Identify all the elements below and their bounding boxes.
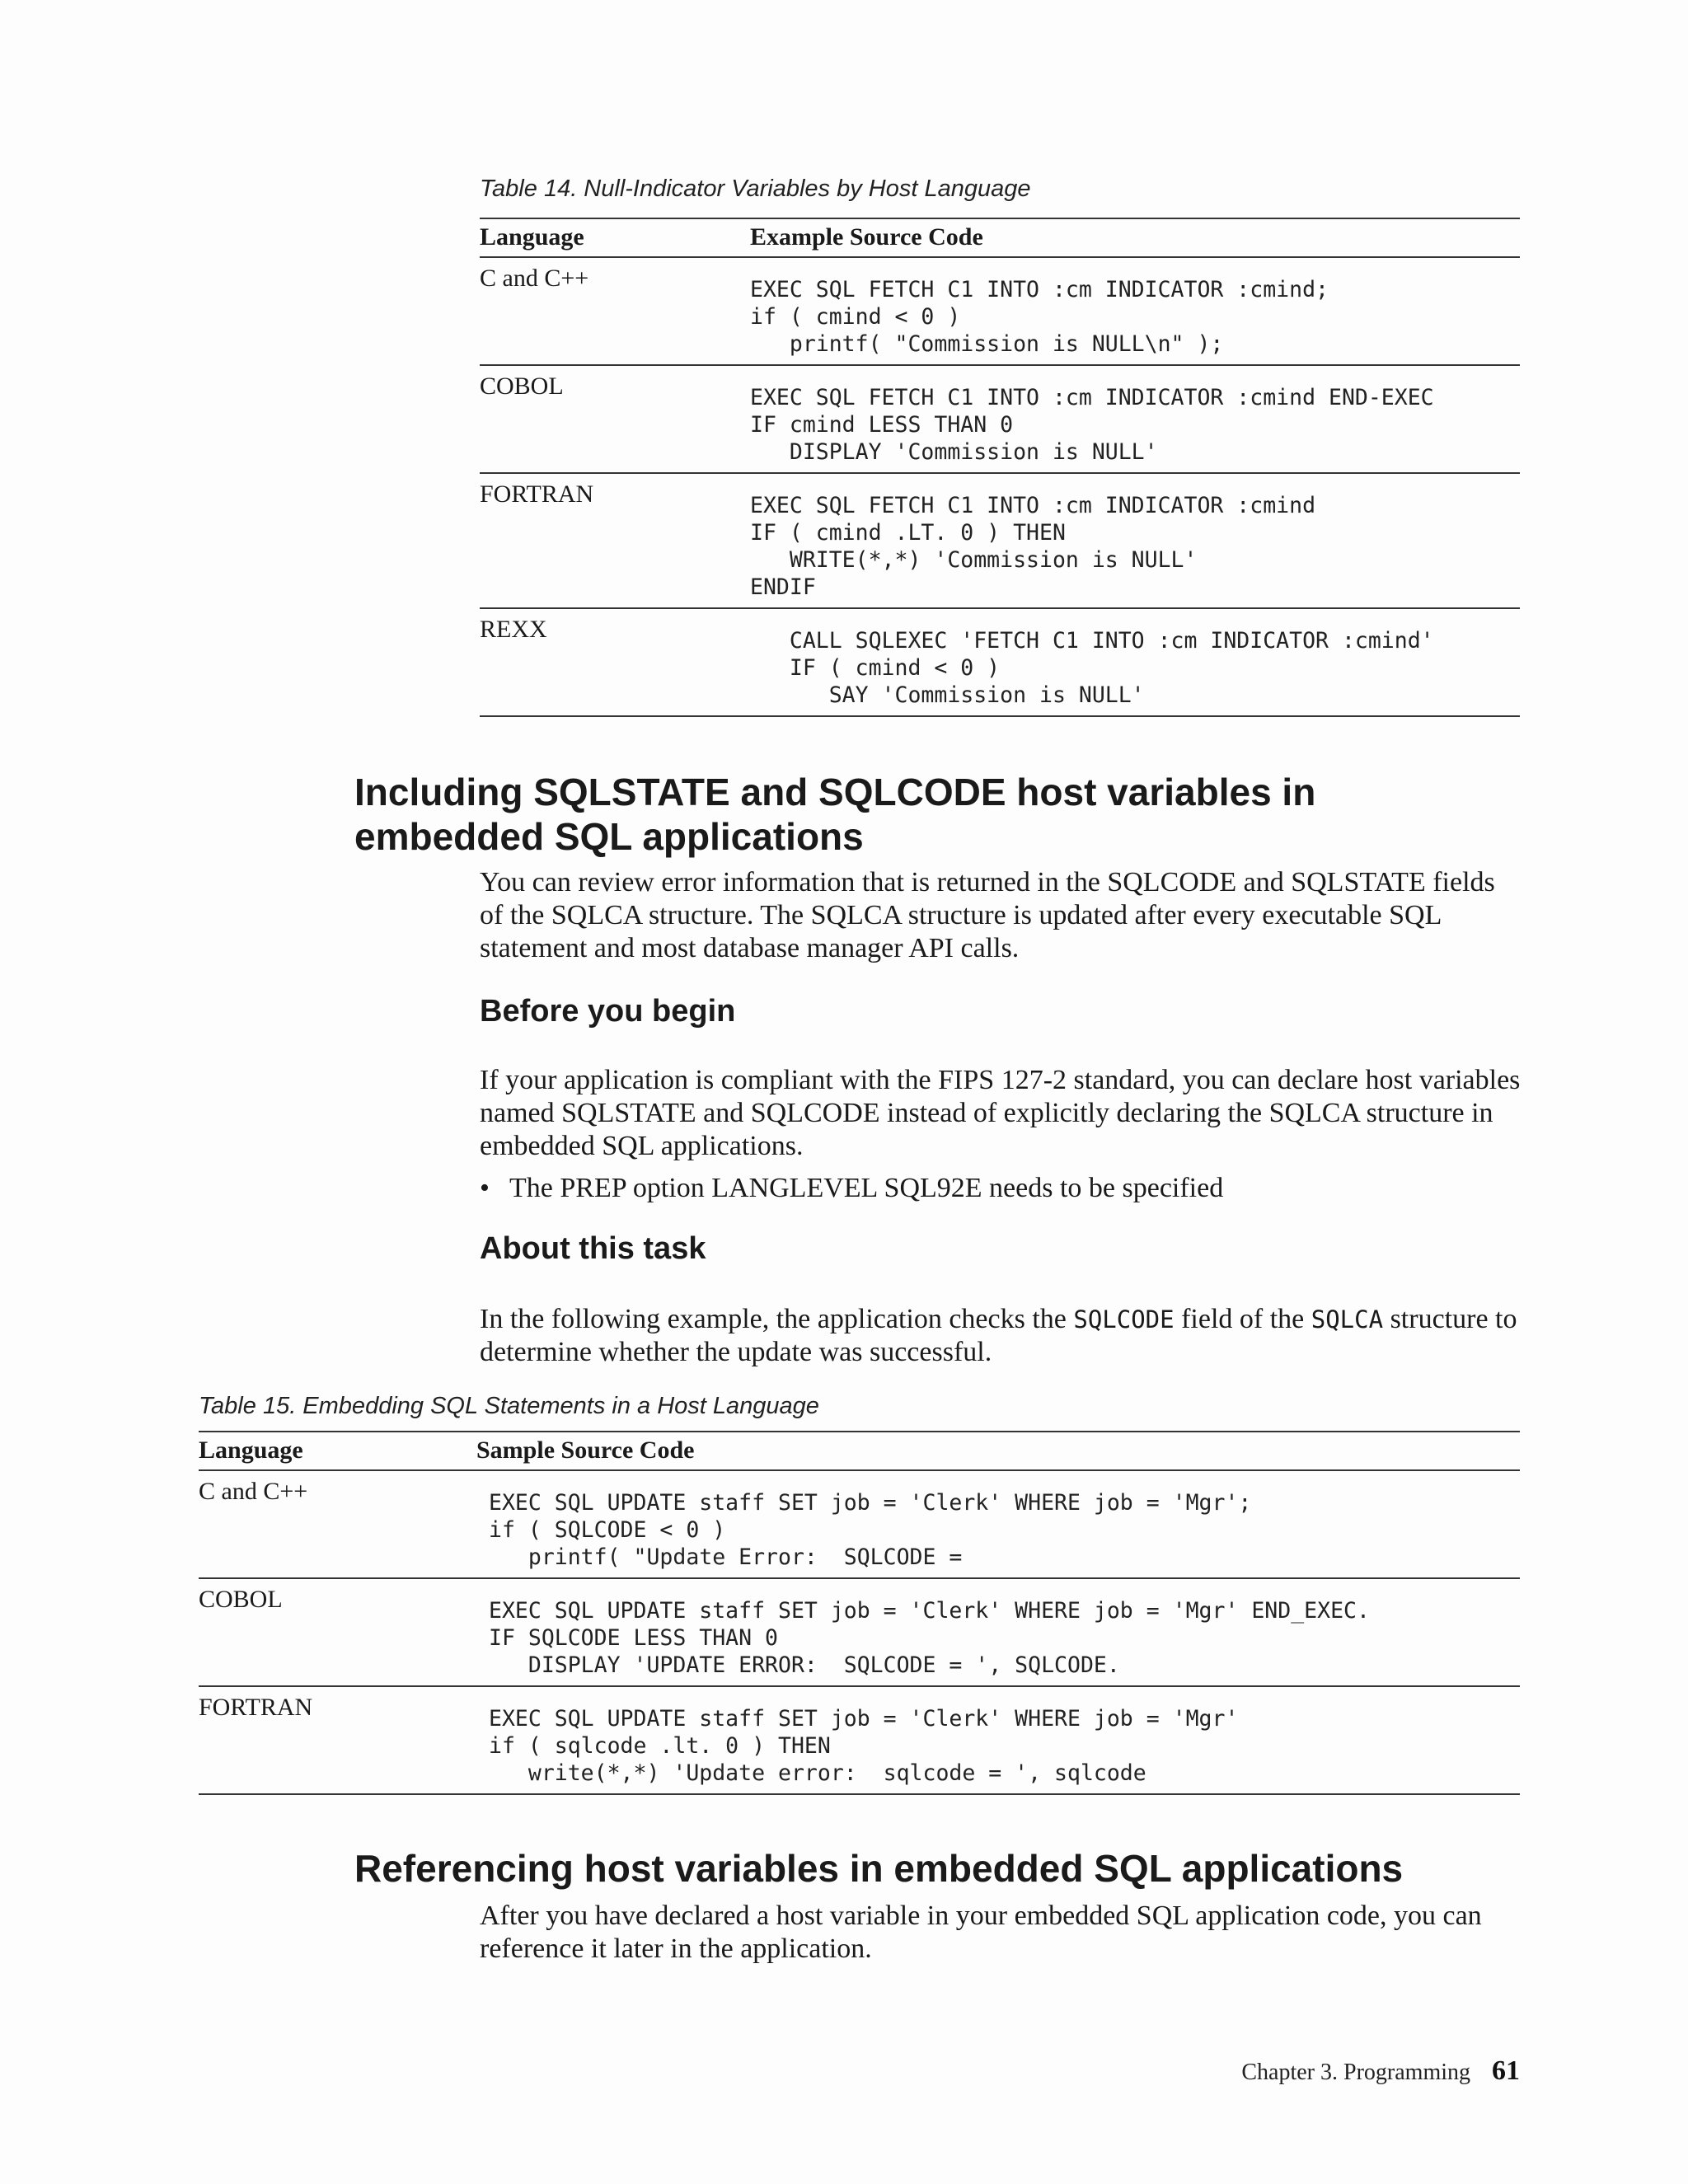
section-heading-sqlstate: Including SQLSTATE and SQLCODE host variables in embedded SQL applications: [354, 771, 1316, 858]
table14-lang-cobol: COBOL: [480, 365, 750, 473]
table14-caption: Table 14. Null-Indicator Variables by Host Language: [480, 176, 1031, 202]
table15-header-language: Language: [199, 1432, 476, 1470]
table14-header-code: Example Source Code: [750, 218, 1520, 257]
section-heading-referencing: Referencing host variables in embedded SQL applications: [354, 1847, 1404, 1890]
bullet-text: The PREP option LANGLEVEL SQL92E needs to be specified: [509, 1173, 1224, 1203]
list-item: [480, 1172, 1523, 1205]
table-row: [199, 1470, 1520, 1578]
table14-code-cobol: EXEC SQL FETCH C1 INTO :cm INDICATOR :cmind END-EXEC IF cmind LESS THAN 0 DISPLAY 'Commission is NULL': [750, 385, 1434, 465]
table15-lang-cobol: COBOL: [199, 1578, 476, 1686]
section1-intro: You can review error information that is returned in the SQLCODE and SQLSTATE fields of the SQLCA structure. The SQLCA structure is updated after every executable SQL statement and most database manager API calls.: [480, 867, 1495, 963]
table15-code-c: EXEC SQL UPDATE staff SET job = 'Clerk' WHERE job = 'Mgr'; if ( SQLCODE < 0 ) printf( "Update Error: SQLCODE =: [489, 1490, 1252, 1570]
table-row: [480, 365, 1520, 473]
table15: [199, 1431, 1520, 1795]
table-row: [199, 1686, 1520, 1794]
footer-chapter: Chapter 3. Programming: [1241, 2060, 1470, 2085]
table15-caption: Table 15. Embedding SQL Statements in a Host Language: [199, 1393, 819, 1419]
table15-lang-fortran: FORTRAN: [199, 1686, 476, 1794]
table14-lang-rexx: REXX: [480, 608, 750, 716]
before-you-begin-heading: Before you begin: [480, 994, 736, 1029]
bullet-icon: •: [480, 1173, 490, 1203]
table15-code-fortran: EXEC SQL UPDATE staff SET job = 'Clerk' WHERE job = 'Mgr' if ( sqlcode .lt. 0 ) THEN write(*,*) 'Update error: sqlcode = ', sqlcode: [489, 1706, 1239, 1786]
about-this-task-heading: About this task: [480, 1231, 706, 1266]
about-this-task-text: In the following example, the application checks the SQLCODE field of the SQLCA structure to determine whether the update was successful.: [480, 1304, 1517, 1367]
table15-header-code: Sample Source Code: [476, 1432, 1520, 1470]
section2-intro: After you have declared a host variable in your embedded SQL application code, you can reference it later in the application.: [480, 1900, 1482, 1964]
table-row: [480, 473, 1520, 608]
table-row: [480, 608, 1520, 716]
footer-page-number: 61: [1492, 2055, 1520, 2086]
table-row: [480, 257, 1520, 365]
before-you-begin-text: If your application is compliant with the FIPS 127-2 standard, you can declare host variables named SQLSTATE and SQLCODE instead of explicitly declaring the SQLCA structure in embedded SQL applications.: [480, 1065, 1521, 1161]
table15-code-cobol: EXEC SQL UPDATE staff SET job = 'Clerk' WHERE job = 'Mgr' END_EXEC. IF SQLCODE LESS THAN 0 DISPLAY 'UPDATE ERROR: SQLCODE = ', SQLCODE.: [489, 1598, 1370, 1678]
table14: [480, 218, 1520, 717]
table14-code-fortran: EXEC SQL FETCH C1 INTO :cm INDICATOR :cmind IF ( cmind .LT. 0 ) THEN WRITE(*,*) 'Commission is NULL' ENDIF: [750, 493, 1316, 600]
table14-header-language: Language: [480, 218, 750, 257]
table14-lang-fortran: FORTRAN: [480, 473, 750, 608]
table-row: [199, 1578, 1520, 1686]
table15-lang-c: C and C++: [199, 1470, 476, 1578]
page-footer: [1241, 2055, 1520, 2087]
table14-code-rexx: CALL SQLEXEC 'FETCH C1 INTO :cm INDICATOR :cmind' IF ( cmind < 0 ) SAY 'Commission is NULL': [789, 628, 1434, 708]
table14-lang-c: C and C++: [480, 257, 750, 365]
table14-code-c: EXEC SQL FETCH C1 INTO :cm INDICATOR :cmind; if ( cmind < 0 ) printf( "Commission is NULL\n" );: [750, 277, 1329, 357]
